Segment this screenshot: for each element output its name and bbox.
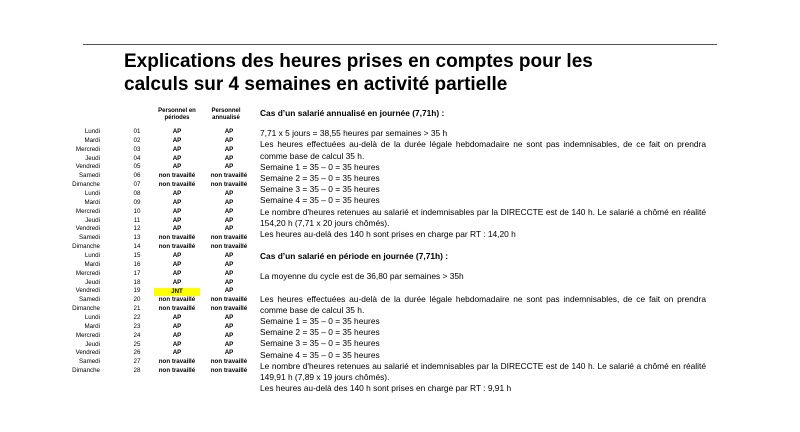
status-annualise: AP bbox=[224, 322, 234, 330]
day-number: 19 bbox=[133, 287, 141, 295]
status-periodes: AP bbox=[172, 252, 182, 260]
day-name: Lundi bbox=[84, 314, 100, 322]
status-annualise: non travaillé bbox=[210, 367, 248, 375]
status-annualise: AP bbox=[224, 154, 234, 162]
day-name: Jeudi bbox=[85, 216, 100, 224]
status-annualise: non travaillé bbox=[210, 358, 248, 366]
title-line-2: calculs sur 4 semaines en activité partielle bbox=[124, 74, 508, 95]
case1-line: Les heures au-delà des 140 h sont prises en charge par RT : 14,20 h bbox=[260, 229, 516, 240]
status-periodes: AP bbox=[172, 136, 182, 144]
status-periodes: non travaillé bbox=[158, 358, 196, 366]
status-periodes: AP bbox=[172, 207, 182, 215]
status-annualise: AP bbox=[224, 198, 234, 206]
status-periodes: non travaillé bbox=[158, 234, 196, 242]
day-name: Lundi bbox=[84, 128, 100, 135]
status-periodes: JNT bbox=[154, 288, 200, 296]
status-annualise: AP bbox=[224, 314, 234, 322]
status-annualise: AP bbox=[224, 287, 234, 295]
status-periodes: AP bbox=[172, 322, 182, 330]
case1-line: Semaine 4 = 35 – 0 = 35 heures bbox=[260, 195, 380, 206]
day-name: Mardi bbox=[84, 136, 100, 144]
day-number: 05 bbox=[133, 163, 141, 171]
case2-line: Semaine 3 = 35 – 0 = 35 heures bbox=[260, 338, 380, 349]
status-periodes: AP bbox=[172, 216, 182, 224]
status-periodes: AP bbox=[172, 163, 182, 171]
case2-line: Les heures effectuées au-delà de la durée légale hebdomadaire ne sont pas indemnisables, de ce fait on prendra comme base de calcul 35 h. bbox=[260, 293, 706, 315]
status-periodes: AP bbox=[172, 260, 182, 268]
status-periodes: AP bbox=[172, 198, 182, 206]
status-periodes: non travaillé bbox=[158, 243, 196, 251]
status-annualise: AP bbox=[224, 331, 234, 339]
status-periodes: non travaillé bbox=[158, 181, 196, 189]
status-periodes: AP bbox=[172, 154, 182, 162]
case2-intro: La moyenne du cycle est de 36,80 par semaines > 35h bbox=[260, 271, 464, 282]
day-number: 06 bbox=[133, 172, 141, 180]
day-number: 07 bbox=[133, 181, 141, 189]
day-name: Vendredi bbox=[75, 349, 100, 357]
case1-body bbox=[260, 128, 706, 240]
status-annualise: non travaillé bbox=[210, 296, 248, 304]
status-periodes: AP bbox=[172, 331, 182, 339]
day-name: Vendredi bbox=[75, 163, 100, 171]
status-annualise: AP bbox=[224, 128, 234, 135]
day-number: 21 bbox=[133, 305, 141, 313]
day-number: 24 bbox=[133, 331, 141, 339]
case1-line: 7,71 x 5 jours = 38,55 heures par semaines > 35 h bbox=[260, 128, 448, 139]
status-annualise: non travaillé bbox=[210, 234, 248, 242]
day-number: 17 bbox=[133, 269, 141, 277]
day-number: 10 bbox=[133, 207, 141, 215]
case2-line: Semaine 4 = 35 – 0 = 35 heures bbox=[260, 349, 380, 360]
status-periodes: AP bbox=[172, 278, 182, 286]
day-name: Jeudi bbox=[85, 340, 100, 348]
status-periodes: AP bbox=[172, 314, 182, 322]
day-name: Lundi bbox=[84, 252, 100, 260]
case2-body bbox=[260, 294, 706, 395]
day-name: Samedi bbox=[79, 234, 100, 242]
status-annualise: non travaillé bbox=[210, 305, 248, 313]
day-number: 16 bbox=[133, 260, 141, 268]
day-name: Samedi bbox=[79, 358, 100, 366]
status-annualise: AP bbox=[224, 269, 234, 277]
status-annualise: AP bbox=[224, 340, 234, 348]
status-periodes: AP bbox=[172, 225, 182, 233]
status-periodes: non travaillé bbox=[158, 296, 196, 304]
day-name: Vendredi bbox=[75, 287, 100, 295]
column-header-annualise: Personnel annualisé bbox=[211, 108, 241, 121]
case1-line: Semaine 1 = 35 – 0 = 35 heures bbox=[260, 161, 380, 172]
status-annualise: AP bbox=[224, 207, 234, 215]
day-name: Mardi bbox=[84, 260, 100, 268]
status-periodes: AP bbox=[172, 145, 182, 153]
status-annualise: AP bbox=[224, 260, 234, 268]
case2-line: Les heures au-delà des 140 h sont prises en charge par RT : 9,91 h bbox=[260, 383, 512, 394]
status-periodes: AP bbox=[172, 349, 182, 357]
status-annualise: AP bbox=[224, 190, 234, 198]
day-number: 03 bbox=[133, 145, 141, 153]
explanations bbox=[260, 108, 706, 394]
day-number: 15 bbox=[133, 252, 141, 260]
status-periodes: non travaillé bbox=[158, 367, 196, 375]
day-name: Dimanche bbox=[72, 243, 100, 251]
case2-line: Le nombre d'heures retenues au salarié et indemnisables par la DIRECCTE est de 140 h. Le salarié a chômé en réalité 149,91 h (7,89 x 19 jours chômés). bbox=[260, 360, 706, 383]
day-number: 20 bbox=[133, 296, 141, 304]
day-number: 25 bbox=[133, 340, 141, 348]
status-periodes: AP bbox=[172, 269, 182, 277]
status-annualise: AP bbox=[224, 349, 234, 357]
status-annualise: non travaillé bbox=[210, 243, 248, 251]
case1-heading: Cas d’un salarié annualisé en journée (7,71h) : bbox=[260, 108, 445, 118]
day-number: 28 bbox=[133, 367, 141, 375]
day-number: 01 bbox=[133, 128, 141, 135]
status-periodes: non travaillé bbox=[158, 172, 196, 180]
status-periodes: AP bbox=[172, 128, 182, 135]
day-name: Dimanche bbox=[72, 181, 100, 189]
case1-line: Semaine 3 = 35 – 0 = 35 heures bbox=[260, 184, 380, 195]
status-annualise: AP bbox=[224, 163, 234, 171]
status-periodes: AP bbox=[172, 190, 182, 198]
status-periodes: non travaillé bbox=[158, 305, 196, 313]
page-title bbox=[124, 50, 724, 96]
day-name: Mercredi bbox=[75, 331, 100, 339]
case2-line: Semaine 2 = 35 – 0 = 35 heures bbox=[260, 327, 380, 338]
day-name: Vendredi bbox=[75, 225, 100, 233]
case2-heading: Cas d’un salarié en période en journée (7,71h) : bbox=[260, 251, 449, 262]
day-name: Mercredi bbox=[75, 207, 100, 215]
case2-line: Semaine 1 = 35 – 0 = 35 heures bbox=[260, 316, 380, 327]
day-number: 04 bbox=[133, 154, 141, 162]
day-number: 14 bbox=[133, 243, 141, 251]
case1-line: Les heures effectuées au-delà de la durée légale hebdomadaire ne sont pas indemnisables, de ce fait on prendra comme base de calcul 35 h. bbox=[260, 139, 706, 161]
day-number: 23 bbox=[133, 322, 141, 330]
day-number: 26 bbox=[133, 349, 141, 357]
status-annualise: non travaillé bbox=[210, 172, 248, 180]
day-number: 08 bbox=[133, 190, 141, 198]
day-name: Jeudi bbox=[85, 154, 100, 162]
day-number: 09 bbox=[133, 198, 141, 206]
status-annualise: AP bbox=[224, 136, 234, 144]
case1-line: Semaine 2 = 35 – 0 = 35 heures bbox=[260, 173, 380, 184]
day-number: 11 bbox=[133, 216, 141, 224]
status-annualise: AP bbox=[224, 225, 234, 233]
day-number: 18 bbox=[133, 278, 141, 286]
day-name: Mardi bbox=[84, 322, 100, 330]
day-name: Lundi bbox=[84, 190, 100, 198]
day-number: 02 bbox=[133, 136, 141, 144]
day-name: Dimanche bbox=[72, 305, 100, 313]
title-line-1: Explications des heures prises en comptes pour les bbox=[124, 51, 593, 72]
top-divider bbox=[83, 44, 717, 45]
day-name: Mercredi bbox=[75, 269, 100, 277]
day-number: 12 bbox=[133, 225, 141, 233]
day-number: 27 bbox=[133, 358, 141, 366]
status-annualise: AP bbox=[224, 216, 234, 224]
case1-line: Le nombre d'heures retenues au salarié et indemnisables par la DIRECCTE est de 140 h. Le salarié a chômé en réalité 154,20 h (7,71 x 20 jours chômés). bbox=[260, 206, 706, 228]
day-name: Samedi bbox=[79, 296, 100, 304]
day-name: Mercredi bbox=[75, 145, 100, 153]
day-name: Samedi bbox=[79, 172, 100, 180]
day-name: Jeudi bbox=[85, 278, 100, 286]
status-annualise: AP bbox=[224, 252, 234, 260]
day-name: Mardi bbox=[84, 198, 100, 206]
status-annualise: non travaillé bbox=[210, 181, 248, 189]
status-annualise: AP bbox=[224, 145, 234, 153]
day-number: 13 bbox=[133, 234, 141, 242]
column-header-periodes: Personnel en périodes bbox=[158, 108, 196, 121]
status-periodes: AP bbox=[172, 340, 182, 348]
day-name: Dimanche bbox=[72, 367, 100, 375]
day-number: 22 bbox=[133, 314, 141, 322]
status-annualise: AP bbox=[224, 278, 234, 286]
